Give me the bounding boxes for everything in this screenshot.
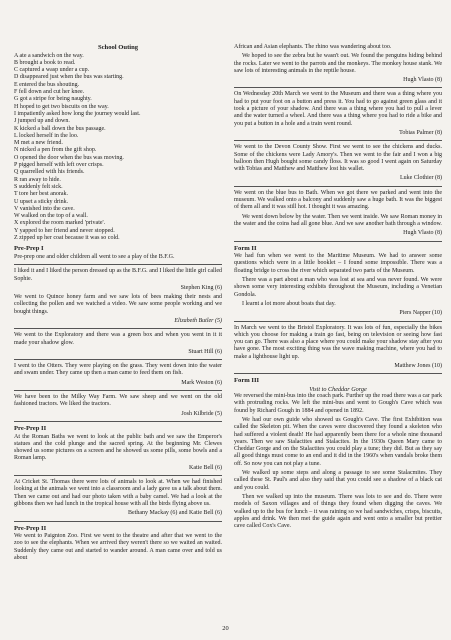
- alphabet-line: V vanished into the cave.: [14, 205, 75, 212]
- form3-heading: Form III: [234, 377, 260, 385]
- divider: [234, 321, 442, 322]
- divider: [234, 241, 442, 242]
- entry-text: There was a part about a man who was lost at sea and was never found. We were shown some very interesting exhibits throughout the Museum, including a Venetian Gondola.: [234, 277, 442, 298]
- divider: [234, 373, 442, 374]
- school-outing-heading: School Outing: [97, 44, 139, 51]
- divider: [234, 140, 442, 141]
- divider: [14, 328, 222, 329]
- entry-text: I went to the Otters. They were playing on the grass. They went down into the water and swam under. They came up then a man came to feed them on fish.: [14, 363, 222, 377]
- entry-author: Hugh Vlasto (8): [403, 77, 442, 84]
- alphabet-line: L locked herself in the loo.: [14, 132, 79, 139]
- entry-author: Bethany Mackay (6) and Katie Bell (6): [128, 510, 222, 517]
- entry-author: Stuart Hill (6): [188, 348, 222, 355]
- alphabet-line: X explored the room marked 'private'.: [14, 220, 106, 227]
- entry-text: On Wednesday 20th March we went to the Museum and there was a thing where you had to put your foot on a button and press it. You had to go against green glass and it took a picture of your shadow. And there was a thing where you had to pull a lever and the water turned a wheel. And there was a thing where you had to ride a bike and you put a button in a hole and a train went round.: [234, 91, 442, 127]
- alphabet-line: S suddenly felt sick.: [14, 183, 63, 190]
- entry-text: I liked it and I liked the person dressed up as the B.F.G. and I liked the little girl called Sophie.: [14, 268, 222, 282]
- alphabet-line: K kicked a ball down the bus passage.: [14, 125, 106, 132]
- entry-text: We went down below by the water. Then we went inside. We saw Roman money in the water and the coins had all gone blue. And we saw another bath through a window.: [234, 213, 442, 227]
- divider: [234, 87, 442, 88]
- alphabet-line: H hoped to get two biscuits on the way.: [14, 103, 109, 110]
- alphabet-line: U upset a sticky drink.: [14, 198, 69, 205]
- alphabet-line: T tore her best anorak.: [14, 191, 69, 198]
- divider: [14, 359, 222, 360]
- alphabet-line: R ran away to hide.: [14, 176, 61, 183]
- entry-author: Mark Weston (6): [181, 379, 222, 386]
- entry-text: Then we walked up into the museum. There was lots to see and do. There were models of Saxon villages and of things they found when digging the caves. We walked up to the bus for lunch – it was raining so we had sandwiches, crisps, biscuits, apples and drink. We then met the guide again and went onto a smaller but prettier cave called Cox's Cave.: [234, 493, 442, 530]
- form3-subtitle: Visit to Cheddar Gorge: [309, 385, 367, 393]
- entry-author: Elizabeth Butler (5): [174, 317, 222, 324]
- entry-text: We had fun when we went to the Maritime Museum. We had to answer some questions which were in a little booklet – I found some impossible. There was a floating bridge to cross the river which separated two parts of the Museum.: [234, 253, 442, 274]
- divider: [14, 475, 222, 476]
- divider: [14, 421, 222, 422]
- entry-author: Katie Bell (6): [189, 464, 222, 471]
- entry-author: Luke Clothier (8): [400, 175, 442, 182]
- entry-text: African and Asian elephants. The rhino was wandering about too.: [234, 44, 392, 50]
- form2-heading: Form II: [234, 244, 257, 252]
- entry-text: We hoped to see the zebra but he wasn't out. We found the penguins hiding behind the rocks. Later we went to the parrots and the monkeys. The monkey house stank. We saw lots of interesting animals in the reptile house.: [234, 53, 442, 74]
- entry-text: At Cricket St. Thomas there were lots of animals to look at. When we had finished looking at the animals we went into a classroom and a lady gave us a talk about them. Then we came out and had our photo taken with a baby camel. We had a look at the gibbons then we had lunch in the tropical house with all the birds flying above us.: [14, 479, 222, 507]
- entry-text: We walked up some steps and along a passage to see some Stalacmites. They called these St. Paul's and also they said that you could see a shadow of a black cat and you could.: [234, 470, 442, 491]
- alphabet-line: E entered the bus shouting.: [14, 81, 80, 88]
- entry-text: We had our own guide who showed us Gough's Cave. The first Exhibition was called the Skeleton pit. When the caves were discovered they found a skeleton who had suffered a violent death! He had apparently been there for a whole nine thousand years. Then we saw Stalactites and Stalacites. In the 1930s Queen Mary came to Cheddar Gorge and on the Stalactites you could play a tune; they did. But as they say all good things must come to an end and it did in the 1960's when vandals broke them off. So now you can not play a tune.: [234, 416, 442, 467]
- alphabet-line: P pigged herself with left over crisps.: [14, 162, 104, 169]
- entry-author: Stephen King (6): [180, 284, 222, 291]
- divider: [14, 264, 222, 265]
- entry-text: I learnt a lot more about boats that day.: [242, 300, 336, 307]
- entry-author: Tobias Palmer (8): [399, 129, 442, 136]
- page: [14, 44, 441, 624]
- entry-author: Matthew Jones (10): [394, 362, 442, 369]
- divider: [14, 521, 222, 522]
- preprep2-heading: Pre-Prep II: [14, 524, 47, 532]
- alphabet-line: F fell down and cut her knee.: [14, 89, 85, 96]
- entry-text: We went to the Devon County Show. First we went to see the chickens and ducks. Some of the chickens were Lady Amory's. Then we went to the fair and I won a big balloon then Hugh bought some candy floss. It was so good I went again on Saturday with Tobias and Matthew and Matthew lost his wallet.: [234, 144, 442, 173]
- divider: [234, 186, 442, 187]
- preprep1-intro: Pre-prep one and older children all went to see a play of the B.F.G.: [14, 253, 175, 260]
- alphabet-line: O opened the door when the bus was moving.: [14, 154, 124, 161]
- alphabet-poem: [14, 53, 222, 243]
- entry-text: We went on the blue bus to Bath. When we got there we parked and went into the museum. We walked onto a balcony and suddenly saw a huge bath. It was the biggest of them all and it was still hot. I thought it was amazing.: [234, 189, 442, 211]
- alphabet-line: J jumped up and down.: [14, 118, 70, 125]
- alphabet-line: G got a stripe for being naughty.: [14, 96, 92, 103]
- preprep1-heading: Pre-Prep I: [14, 245, 44, 253]
- right-column: [234, 44, 442, 532]
- entry-author: Josh Kilbride (5): [181, 410, 222, 417]
- alphabet-line: D disappeared just when the bus was starting.: [14, 74, 124, 81]
- preprep2-heading: Pre-Prep II: [14, 424, 47, 432]
- entry-text: In March we went to the Bristol Exploratory. It was lots of fun, especially the bikes which you choose for making a train go fast, being on television or seeing how fast you can go. There was also a place where you could make your shadow stay after you have gone. The most exciting thing was the wave making machine, where you had to make a lighthouse light up.: [234, 324, 442, 360]
- alphabet-line: N nicked a pen from the gift shop.: [14, 147, 97, 154]
- alphabet-line: A ate a sandwich on the way.: [14, 52, 84, 59]
- divider: [14, 390, 222, 391]
- entry-author: Piers Napper (10): [399, 310, 442, 317]
- alphabet-line: Q quarrelled with his friends.: [14, 169, 85, 176]
- entry-text: We went to Quince honey farm and we saw lots of bees making their nests and collecting the pollen and we watched a video. We saw some people working and we bought things.: [14, 294, 222, 315]
- left-column: [14, 44, 222, 564]
- entry-text: We reversed the mini-bus into the coach park. Further up the road there was a car park with protruding rocks. We left the mini-bus and went to Gough's Cave which was found by Richard Gough in 1884 and opened in 1892.: [234, 393, 442, 414]
- entry-text: At the Roman Baths we went to look at the public bath and we saw the Emperor's statues and the cold plunge and the sacred spring. At the beginning Mr. Clewes showed us some pictures on a screen and he showed us some pills, some bowls and a Roman lamp.: [14, 433, 222, 462]
- alphabet-line: Y yapped to her friend and never stopped.: [14, 227, 115, 234]
- alphabet-line: I impatiently asked how long the journey would last.: [14, 110, 141, 117]
- alphabet-line: B brought a book to read.: [14, 59, 76, 66]
- entry-text: We have been to the Milky Way Farm. We saw sheep and we went on the old fashioned tractors. We liked the tractors.: [14, 394, 222, 408]
- entry-text: We went to the Exploratory and there was a green box and when you went in it it made your shadow glow.: [14, 332, 222, 346]
- alphabet-line: M met a new friend.: [14, 140, 63, 147]
- entry-text: We went to Paignton Zoo. First we went to the theatre and after that we went to the zoo to see the elephants. When we arrived they weren't there so we waited an waited. Suddenly they came out and started to wander around. A man came over and told us about: [14, 533, 222, 561]
- alphabet-line: Z zipped up her coat because it was so cold.: [14, 235, 120, 242]
- alphabet-line: W walked on the top of a wall.: [14, 213, 88, 220]
- entry-author: Hugh Vlasto (8): [403, 230, 442, 237]
- alphabet-line: C captured a wasp under a cup.: [14, 67, 90, 74]
- page-number: 20: [222, 625, 229, 632]
